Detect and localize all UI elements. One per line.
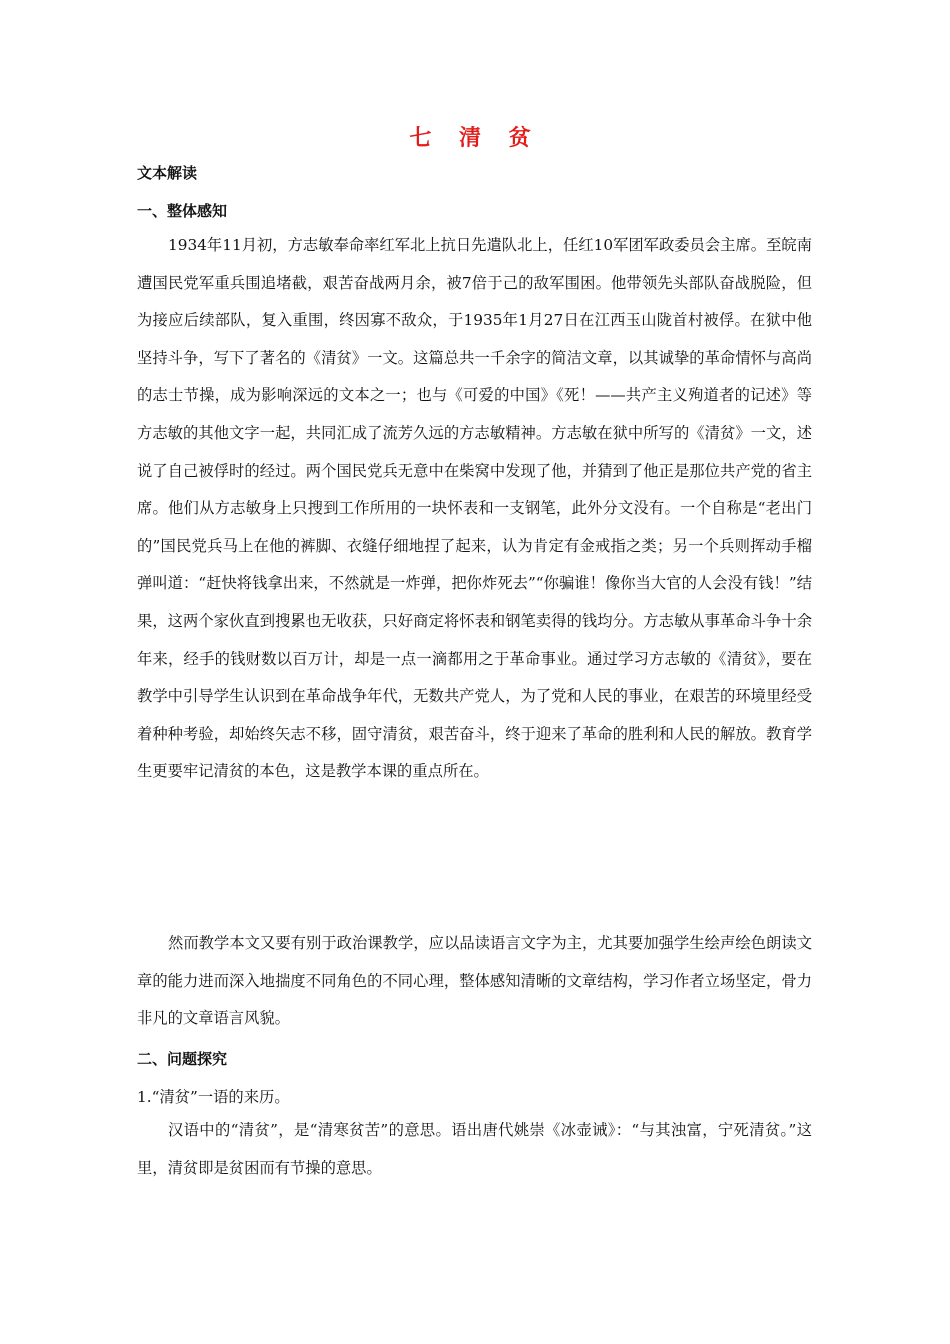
part2-heading: 二、问题探究 bbox=[137, 1050, 228, 1068]
document-title: 七 清 贫 bbox=[409, 126, 541, 151]
part1-heading: 一、整体感知 bbox=[137, 202, 228, 220]
part1-paragraph-1: 1934年11月初，方志敏奉命率红军北上抗日先遣队北上，任红10军团军政委员会主席。至皖南遭国民党军重兵围追堵截，艰苦奋战两月余，被7倍于己的敌军围困。他带领先头部队奋战脱险，但为接应后续部队，复入重围，终因寡不敌众，于1935年1月27日在江西玉山陇首村被俘。在狱中他坚持斗争，写下了著名的《清贫》一文。这篇总共一千余字的简洁文章，以其诚挚的革命情怀与高尚的志士节操，成为影响深远的文本之一；也与《可爱的中国》《死！——共产主义殉道者的记述》等方志敏的其他文字一起，共同汇成了流芳久远的方志敏精神。方志敏在狱中所写的《清贫》一文，述说了自己被俘时的经过。两个国民党兵无意中在柴窝中发现了他，并猜到了他正是那位共产党的省主席。他们从方志敏身上只搜到工作所用的一块怀表和一支钢笔，此外分文没有。一个自称是“老出门的”国民党兵马上在他的裤脚、衣缝仔细地捏了起来，认为肯定有金戒指之类；另一个兵则挥动手榴弹叫道：“赶快将钱拿出来，不然就是一炸弹，把你炸死去”“你骗谁！像你当大官的人会没有钱！”结果，这两个家伙直到搜累也无收获，只好商定将怀表和钢笔卖得的钱均分。方志敏从事革命斗争十余年来，经手的钱财数以百万计，却是一点一滴都用之于革命事业。通过学习方志敏的《清贫》，要在教学中引导学生认识到在革命战争年代，无数共产党人，为了党和人民的事业，在艰苦的环境里经受着种种考验，却始终矢志不移，固守清贫，艰苦奋斗，终于迎来了革命的胜利和人民的解放。教育学生更要牢记清贫的本色，这是教学本课的重点所在。 bbox=[137, 236, 812, 781]
question-1: 1.“清贫”一语的来历。 bbox=[137, 1088, 290, 1106]
answer-1: 汉语中的“清贫”，是“清寒贫苦”的意思。语出唐代姚崇《冰壶诫》：“与其浊富，宁死清贫。”这里，清贫即是贫困而有节操的意思。 bbox=[137, 1121, 812, 1177]
section-label: 文本解读 bbox=[137, 164, 198, 182]
part1-paragraph-2: 然而教学本文又要有别于政治课教学，应以品读语言文字为主，尤其要加强学生绘声绘色朗读文章的能力进而深入地揣度不同角色的不同心理，整体感知清晰的文章结构，学习作者立场坚定，骨力非凡的文章语言风貌。 bbox=[137, 934, 812, 1028]
